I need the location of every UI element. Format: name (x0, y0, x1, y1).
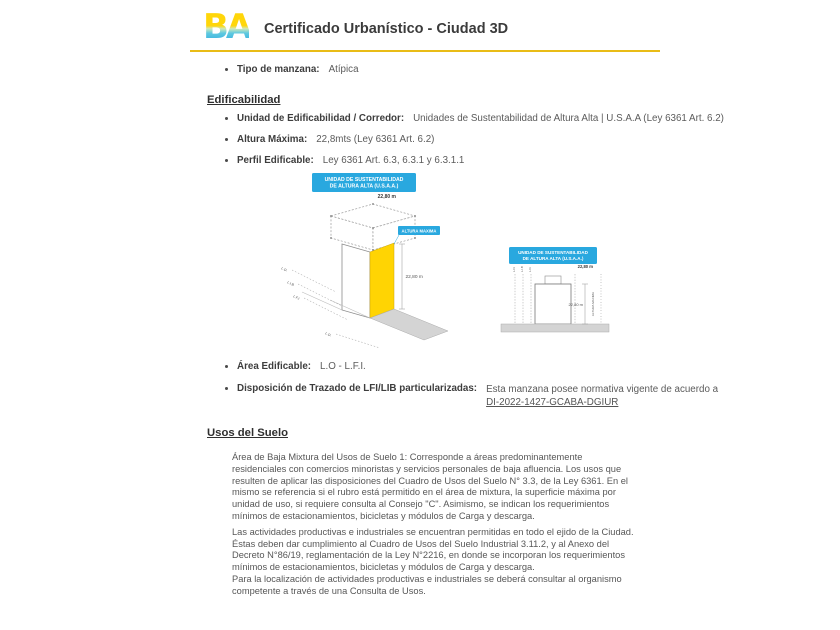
disposicion-value: Esta manzana posee normativa vigente de acuerdo a (486, 384, 719, 395)
section-guide-label-lo: L.O. (528, 266, 532, 272)
row-unidad-edificabilidad (225, 113, 724, 125)
bullet-icon (225, 387, 228, 390)
row-altura-maxima (225, 134, 434, 146)
section-upper-volume (545, 276, 561, 284)
header-divider (190, 50, 660, 52)
section-vertical-label: ALTURA MAXIMA (591, 291, 595, 317)
row-disposicion-trazado (225, 383, 718, 409)
bullet-icon (225, 117, 228, 120)
usaa-label-line1: UNIDAD DE SUSTENTABILIDAD (518, 250, 588, 255)
usaa-label-line2: DE ALTURA ALTA (U.S.A.A.) (522, 256, 584, 261)
usaa-height-value: 22,80 m (577, 264, 593, 269)
unidad-value: Unidades de Sustentabilidad de Altura Alta | U.S.A.A (Ley 6361 Art. 6.2) (413, 113, 724, 124)
section-dimension-text: 22,80 m (568, 302, 583, 307)
usos-paragraph-1: Área de Baja Mixtura del Usos de Suelo 1: Corresponde a áreas predominantemente residenciales con comercios minoristas y servicios personales de baja afluencia. Los usos que resulten de aplicar las disposiciones del Cuadro de Usos del Suelo N° 3.3, de la Ley 6361. En el mismo se referencia si el rubro está permitido en el área de mixtura, la superficie máxima por unidad de uso, si requiere consulta al Consejo "C". Asimismo, se indican los requerimientos mínimos de estacionamientos, bicicletas y módulos de Carga y descarga. (232, 452, 628, 521)
height-dimension-line (399, 244, 405, 309)
section-building-outline (535, 284, 571, 324)
height-dimension-text: 22,80 m (405, 275, 423, 280)
tower-yellow-face (370, 243, 394, 318)
disposicion-label: Disposición de Trazado de LFI/LIB particularizadas: (237, 383, 478, 394)
isometric-building-diagram (278, 168, 463, 350)
street-plane (370, 309, 448, 340)
guide-label-lib: L.I.B (286, 280, 295, 288)
usos-paragraphs (232, 452, 636, 598)
tipo-manzana-value: Atípica (328, 64, 359, 75)
bullet-icon (225, 365, 228, 368)
usaa-height-value: 22,80 m (377, 194, 396, 200)
altura-maxima-tag-text: ALTURA MAXIMA (401, 228, 437, 234)
row-perfil-edificable (225, 155, 464, 167)
bullet-icon (225, 68, 228, 71)
bullet-icon (225, 138, 228, 141)
tipo-manzana-label: Tipo de manzana: (237, 64, 320, 75)
altura-label: Altura Máxima: (237, 134, 308, 145)
perfil-label: Perfil Edificable: (237, 155, 314, 166)
guide-label-lo: L.O. (280, 266, 289, 273)
section-building-diagram (495, 244, 615, 344)
guide-label-lfi: L.F.I (292, 294, 301, 301)
area-edificable-label: Área Edificable: (237, 361, 312, 372)
altura-value: 22,8mts (Ley 6361 Art. 6.2) (316, 134, 435, 145)
unidad-label: Unidad de Edificabilidad / Corredor: (237, 113, 405, 124)
row-tipo-de-manzana (225, 64, 359, 76)
disposicion-document-link[interactable]: DI-2022-1427-GCABA-DGIUR (486, 397, 619, 408)
area-edificable-value: L.O - L.F.I. (320, 361, 366, 372)
tower-front-face (342, 244, 370, 318)
section-guide-label-lfi: L.F.I (512, 266, 516, 272)
guide-label-lo-bottom: L.O. (324, 331, 333, 338)
perfil-value: Ley 6361 Art. 6.3, 6.3.1 y 6.3.1.1 (322, 155, 465, 166)
page-title: Certificado Urbanístico - Ciudad 3D (264, 21, 509, 37)
usos-paragraph-2: Las actividades productivas e industriales se encuentran permitidas en todo el ejido de la Ciudad. Éstas deben dar cumplimiento al Cuadro de Usos del Suelo Industrial 3.11.2, y al Anexo del Decreto N°86/19, reglamentación de la Ley N°2216, en donde se incorporan los requerimientos mínimos de estacionamientos, bicicletas y módulos de Carga y descarga. (232, 526, 634, 573)
ground-strip (501, 324, 609, 332)
usaa-label-line1: UNIDAD DE SUSTENTABILIDAD (324, 177, 404, 183)
ba-city-logo: BA (203, 7, 250, 47)
edificabilidad-heading: Edificabilidad (207, 94, 281, 106)
usaa-label-line2: DE ALTURA ALTA (U.S.A.A.) (329, 183, 399, 190)
bullet-icon (225, 159, 228, 162)
usos-del-suelo-heading: Usos del Suelo (207, 427, 288, 439)
section-guide-label-lib: L.I.B (520, 266, 524, 272)
row-area-edificable (225, 361, 366, 373)
usos-paragraph-3: Para la localización de actividades productivas e industriales se deberá consultar al organismo competente a través de una Consulta de Usos. (232, 573, 622, 596)
